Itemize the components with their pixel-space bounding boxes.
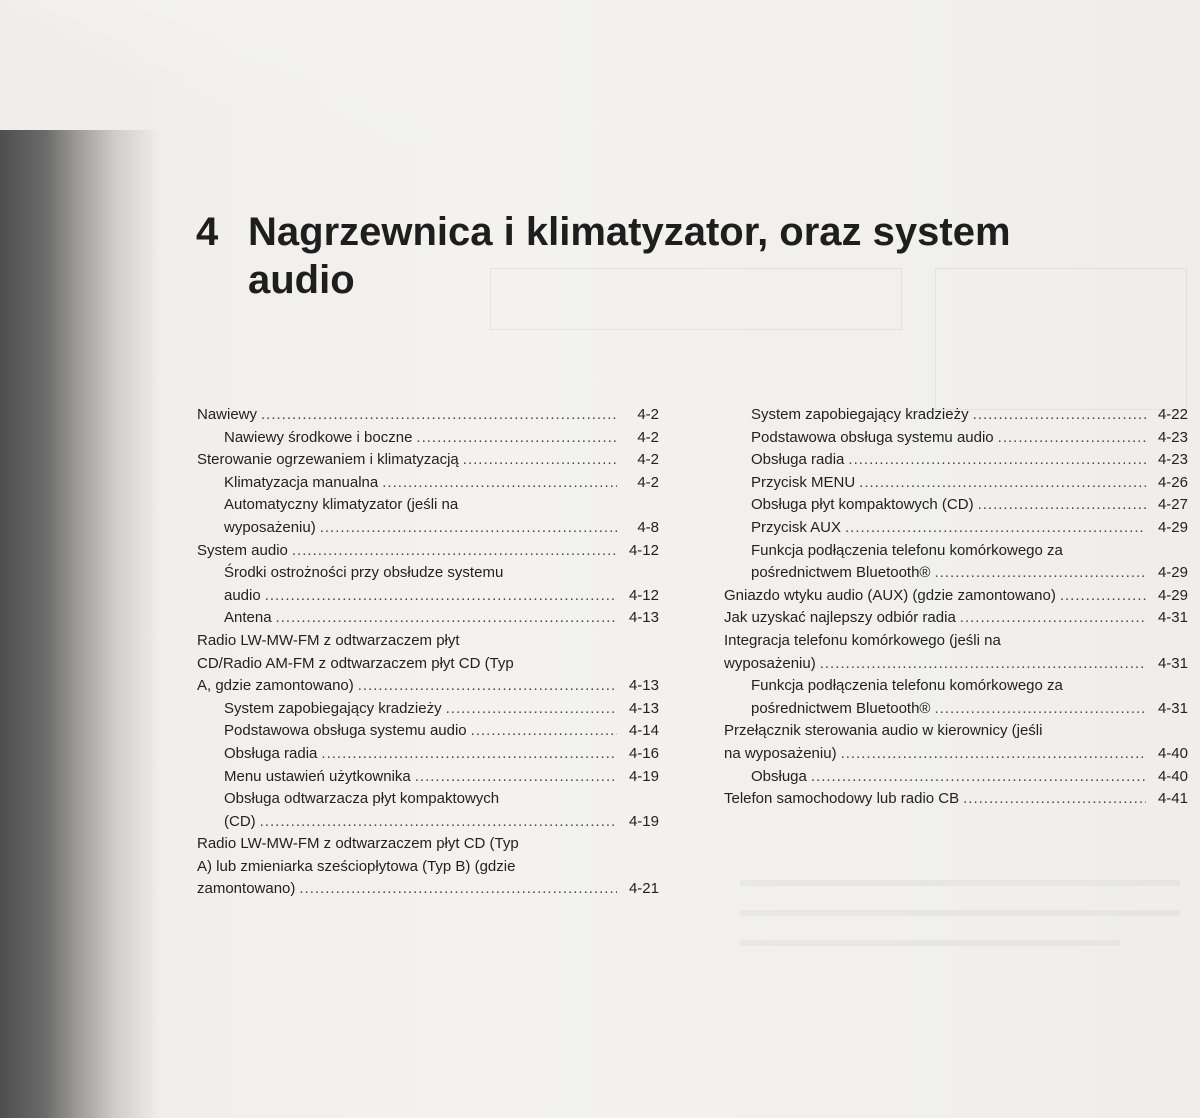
toc-page-number: 4-16: [628, 744, 659, 762]
toc-page-number: 4-40: [1157, 767, 1188, 785]
toc-entry-row: [724, 653, 1188, 676]
toc-page-number: 4-29: [1157, 564, 1188, 582]
chapter-title: [196, 208, 1126, 304]
toc-entry-row: [224, 698, 659, 721]
toc-entry-row: [224, 766, 659, 789]
toc-entry-text: (CD): [224, 812, 256, 830]
toc-entry-row: [724, 585, 1188, 608]
dot-leader: [934, 698, 1146, 721]
toc-entry[interactable]: [197, 607, 659, 630]
toc-entry-text: A, gdzie zamontowano): [197, 677, 354, 695]
dot-leader: [358, 675, 617, 698]
toc-entry-row: [224, 607, 659, 630]
dot-leader: [1060, 585, 1146, 608]
toc-entry[interactable]: [724, 788, 1188, 811]
toc-entry-row: [724, 607, 1188, 630]
dot-leader: [463, 449, 617, 472]
toc-entry-text: Podstawowa obsługa systemu audio: [224, 722, 467, 740]
toc-page-number: 4-13: [628, 609, 659, 627]
dot-leader: [811, 766, 1146, 789]
toc-entry-text: Nawiewy: [197, 406, 258, 423]
toc-entry-text: wyposażeniu): [224, 518, 316, 536]
dot-leader: [848, 449, 1146, 472]
toc-entry-row: [197, 540, 659, 563]
toc-entry-row: [751, 472, 1188, 495]
toc-page-number: 4-2: [637, 451, 659, 469]
toc-entry-text: CD/Radio AM-FM z odtwarzaczem płyt CD (Typ: [197, 654, 514, 672]
dot-leader: [416, 427, 617, 450]
toc-page-number: 4-23: [1157, 451, 1188, 469]
toc-entry-text: zamontowano): [197, 880, 296, 898]
toc-entry-row: [197, 878, 659, 901]
toc-page-number: 4-27: [1157, 496, 1188, 514]
toc-entry-text: wyposażeniu): [724, 654, 816, 672]
toc-entry[interactable]: [197, 404, 659, 427]
toc-entry-text: Automatyczny klimatyzator (jeśli na: [224, 496, 459, 514]
toc-entry[interactable]: [197, 766, 659, 789]
toc-page-number: 4-41: [1157, 790, 1188, 808]
toc-entry-text: Menu ustawień użytkownika: [224, 767, 411, 785]
toc-page-number: 4-2: [637, 406, 659, 423]
toc-entry-row: [197, 449, 659, 472]
toc-entry-text: Jak uzyskać najlepszy odbiór radia: [724, 609, 956, 627]
dot-leader: [292, 540, 617, 563]
toc-page-number: 4-2: [637, 473, 659, 491]
toc-entry-row: [224, 585, 659, 608]
toc-page-number: 4-12: [628, 541, 659, 559]
toc-entry-row: [197, 404, 659, 427]
toc-page-number: 4-13: [628, 677, 659, 695]
toc-entry-text: Obsługa: [751, 767, 807, 785]
dot-leader: [415, 766, 617, 789]
dot-leader: [978, 494, 1146, 517]
toc-entry[interactable]: [724, 720, 1188, 765]
toc-entry-row: [224, 472, 659, 495]
toc-entry-row: [751, 562, 1188, 585]
toc-right-column: [724, 404, 1188, 811]
dot-leader: [845, 517, 1146, 540]
toc-entry-row: [751, 449, 1188, 472]
toc-entry-text: Przełącznik sterowania audio w kierownicy (jeśli: [724, 722, 1043, 740]
toc-left-column: [197, 404, 659, 901]
toc-entry-text: Nawiewy środkowe i boczne: [224, 428, 413, 446]
toc-entry-row: [724, 788, 1188, 811]
toc-page-number: 4-31: [1157, 654, 1188, 672]
toc-page-number: 4-31: [1157, 609, 1188, 627]
toc-entry-text: System zapobiegający kradzieży: [224, 699, 442, 717]
toc-entry-text: Radio LW-MW-FM z odtwarzaczem płyt: [197, 631, 460, 649]
dot-leader: [299, 878, 617, 901]
dot-leader: [841, 743, 1146, 766]
chapter-title-line-2: audio: [248, 258, 355, 302]
toc-page-number: 4-12: [628, 586, 659, 604]
toc-entry-text: Telefon samochodowy lub radio CB: [724, 790, 960, 808]
toc-entry-text: audio: [224, 586, 261, 604]
toc-entry-text: Antena: [224, 609, 272, 627]
toc-page-number: 4-22: [1157, 406, 1188, 423]
toc-entry-text: Klimatyzacja manualna: [224, 473, 379, 491]
dot-leader: [934, 562, 1146, 585]
toc-page-number: 4-8: [637, 518, 659, 536]
dot-leader: [446, 698, 617, 721]
bleed-through-line: [740, 940, 1120, 946]
book-spine: [0, 130, 160, 1118]
toc-entry-row: [224, 720, 659, 743]
toc-page-number: 4-19: [628, 812, 659, 830]
toc-entry-text: Funkcja podłączenia telefonu komórkowego za: [751, 677, 1063, 695]
toc-entry[interactable]: [197, 833, 659, 901]
toc-entry-text: Obsługa odtwarzacza płyt kompaktowych: [224, 790, 500, 808]
toc-entry-row: [724, 743, 1188, 766]
toc-entry-row: [224, 811, 659, 834]
chapter-title-line-1: Nagrzewnica i klimatyzator, oraz system: [248, 210, 1011, 254]
toc-entry[interactable]: [724, 517, 1188, 540]
dot-leader: [960, 607, 1146, 630]
toc-entry[interactable]: [197, 630, 659, 698]
toc-entry-text: Przycisk MENU: [751, 473, 856, 491]
toc-entry-text: Obsługa radia: [751, 451, 845, 469]
dot-leader: [320, 517, 617, 540]
toc-page-number: 4-14: [628, 722, 659, 740]
dot-leader: [973, 404, 1146, 427]
toc-entry-text: pośrednictwem Bluetooth®: [751, 564, 931, 582]
toc-entry[interactable]: [724, 404, 1188, 427]
toc-page-number: 4-26: [1157, 473, 1188, 491]
toc-entry[interactable]: [197, 494, 659, 539]
dot-leader: [276, 607, 617, 630]
toc-entry[interactable]: [197, 720, 659, 743]
toc-entry-text: Gniazdo wtyku audio (AUX) (gdzie zamontowano): [724, 586, 1056, 604]
toc-entry-text: Obsługa radia: [224, 744, 318, 762]
toc-entry[interactable]: [197, 743, 659, 766]
toc-entry[interactable]: [197, 540, 659, 563]
toc-entry[interactable]: [724, 607, 1188, 630]
toc-page-number: 4-19: [628, 767, 659, 785]
toc-entry-row: [197, 675, 659, 698]
dot-leader: [261, 404, 617, 427]
toc-entry[interactable]: [197, 698, 659, 721]
toc-entry-text: Podstawowa obsługa systemu audio: [751, 428, 994, 446]
dot-leader: [471, 720, 617, 743]
toc-entry[interactable]: [724, 472, 1188, 495]
toc-entry[interactable]: [197, 472, 659, 495]
toc-entry-text: pośrednictwem Bluetooth®: [751, 699, 931, 717]
toc-entry-row: [751, 404, 1188, 427]
toc-entry-row: [224, 427, 659, 450]
dot-leader: [998, 427, 1146, 450]
bleed-through-line: [740, 910, 1180, 916]
dot-leader: [321, 743, 617, 766]
toc-entry-row: [751, 766, 1188, 789]
toc-entry-row: [224, 517, 659, 540]
toc-entry[interactable]: [724, 766, 1188, 789]
toc-page-number: 4-2: [637, 428, 659, 446]
toc-entry-row: [224, 743, 659, 766]
toc-page-number: 4-13: [628, 699, 659, 717]
toc-entry-row: [751, 494, 1188, 517]
toc-entry-text: Środki ostrożności przy obsłudze systemu: [224, 564, 504, 582]
toc-entry-text: System audio: [197, 541, 288, 559]
toc-page-number: 4-23: [1157, 428, 1188, 446]
toc-page-number: 4-29: [1157, 518, 1188, 536]
toc-entry-text: Radio LW-MW-FM z odtwarzaczem płyt CD (Typ: [197, 835, 519, 853]
toc-entry[interactable]: [197, 449, 659, 472]
dot-leader: [963, 788, 1146, 811]
toc-entry[interactable]: [724, 585, 1188, 608]
toc-entry-text: A) lub zmieniarka sześciopłytowa (Typ B) (gdzie: [197, 857, 516, 875]
toc-entry[interactable]: [724, 494, 1188, 517]
toc-entry-row: [751, 517, 1188, 540]
dot-leader: [260, 811, 617, 834]
toc-entry[interactable]: [724, 540, 1188, 585]
toc-entry-text: Integracja telefonu komórkowego (jeśli na: [724, 631, 1001, 649]
dot-leader: [382, 472, 617, 495]
toc-entry-row: [751, 698, 1188, 721]
page-edge-shadow: [0, 0, 420, 150]
toc-entry-text: Sterowanie ogrzewaniem i klimatyzacją: [197, 451, 459, 469]
toc-entry[interactable]: [197, 427, 659, 450]
toc-entry-text: Funkcja podłączenia telefonu komórkowego za: [751, 541, 1063, 559]
bleed-through-line: [740, 880, 1180, 886]
toc-entry-text: Przycisk AUX: [751, 518, 842, 536]
toc-entry[interactable]: [724, 427, 1188, 450]
dot-leader: [265, 585, 617, 608]
toc-entry-text: na wyposażeniu): [724, 744, 837, 762]
toc-entry[interactable]: [724, 449, 1188, 472]
toc-page-number: 4-29: [1157, 586, 1188, 604]
toc-page-number: 4-31: [1157, 699, 1188, 717]
toc-entry[interactable]: [197, 788, 659, 833]
toc-entry-text: System zapobiegający kradzieży: [751, 406, 969, 423]
dot-leader: [859, 472, 1146, 495]
toc-entry[interactable]: [724, 630, 1188, 675]
toc-page-number: 4-21: [628, 880, 659, 898]
toc-entry[interactable]: [724, 675, 1188, 720]
dot-leader: [820, 653, 1146, 676]
toc-page-number: 4-40: [1157, 744, 1188, 762]
chapter-number: 4: [196, 210, 219, 254]
toc-entry-text: Obsługa płyt kompaktowych (CD): [751, 496, 974, 514]
toc-entry-row: [751, 427, 1188, 450]
toc-entry[interactable]: [197, 562, 659, 607]
